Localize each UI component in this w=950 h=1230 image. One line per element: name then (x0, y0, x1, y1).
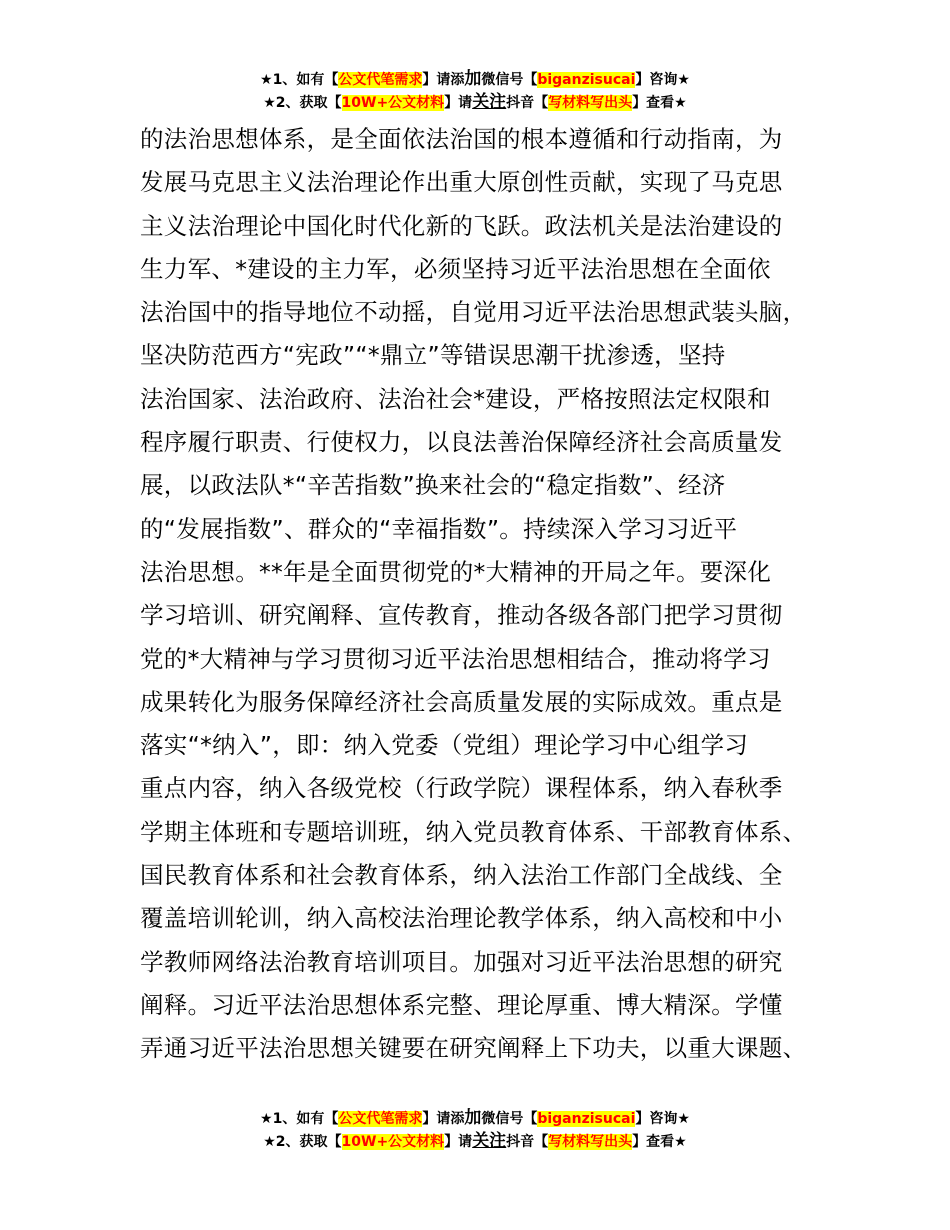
text-line: 学习培训、研究阐释、宣传教育，推动各级各部门把学习贯彻 (140, 601, 783, 630)
promo-text: ★1、如有【 (260, 72, 339, 88)
promo-highlight: 公文代笔需求 (338, 72, 423, 88)
text-line: 法治思想。**年是全面贯彻党的*大精神的开局之年。要深化 (140, 557, 772, 586)
promo-wechat-id: biganzisucai (537, 72, 636, 88)
text-line: 学教师网络法治教育培训项目。加强对习近平法治思想的研究 (140, 947, 783, 976)
text-line: 法治国中的指导地位不动摇，自觉用习近平法治思想武装头脑， (140, 298, 807, 327)
promo-line-1 (0, 1107, 950, 1130)
text-line: 坚决防范西方“宪政”“*鼎立”等错误思潮干扰渗透，坚持 (140, 341, 726, 370)
text-line: 阐释。习近平法治思想体系完整、理论厚重、博大精深。学懂 (140, 990, 783, 1019)
promo-text: 加 (464, 1108, 482, 1128)
text-line: 法治国家、法治政府、法治社会*建设，严格按照法定权限和 (140, 384, 771, 413)
text-line: 学期主体班和专题培训班，纳入党员教育体系、干部教育体系、 (140, 817, 807, 846)
text-line: 国民教育体系和社会教育体系，纳入法治工作部门全战线、全 (140, 861, 783, 890)
promo-wechat-id: biganzisucai (537, 1111, 636, 1127)
promo-text: 微信号【 (481, 72, 538, 88)
promo-text: 抖音【 (506, 1134, 549, 1150)
promo-line-2 (0, 91, 950, 114)
promo-text: 微信号【 (481, 1111, 538, 1127)
promo-text: 】咨询★ (635, 1111, 690, 1127)
promo-text: 加 (464, 69, 482, 89)
text-line: 覆盖培训轮训，纳入高校法治理论教学体系，纳入高校和中小 (140, 904, 783, 933)
text-line: 的“发展指数”、群众的“幸福指数”。持续深入学习习近平 (140, 514, 738, 543)
text-line: 成果转化为服务保障经济社会高质量发展的实际成效。重点是 (140, 687, 783, 716)
text-line: 党的*大精神与学习贯彻习近平法治思想相结合，推动将学习 (140, 644, 771, 673)
document-body (140, 118, 840, 1071)
promo-text: ★1、如有【 (260, 1111, 339, 1127)
text-line: 生力军、*建设的主力军，必须坚持习近平法治思想在全面依 (140, 254, 771, 283)
text-line: 程序履行职责、行使权力，以良法善治保障经济社会高质量发 (140, 428, 783, 457)
promo-text: 】请添 (422, 1111, 465, 1127)
text-line: 发展马克思主义法治理论作出重大原创性贡献，实现了马克思 (140, 168, 783, 197)
promo-highlight: 10W+公文材料 (341, 95, 445, 111)
header-promo-banner (0, 68, 950, 114)
text-line: 重点内容，纳入各级党校（行政学院）课程体系，纳入春秋季 (140, 774, 783, 803)
text-line: 落实“*纳入”，即：纳入党委（党组）理论学习中心组学习 (140, 731, 749, 760)
promo-highlight: 10W+公文材料 (341, 1134, 445, 1150)
promo-text: 关注 (472, 92, 507, 112)
promo-text: 】查看★ (632, 1134, 687, 1150)
promo-douyin-id: 写材料写出头 (548, 95, 633, 111)
text-line: 的法治思想体系，是全面依法治国的根本遵循和行动指南，为 (140, 125, 783, 153)
promo-text: 抖音【 (506, 95, 549, 111)
promo-text: ★2、获取【 (263, 95, 342, 111)
promo-highlight: 公文代笔需求 (338, 1111, 423, 1127)
promo-text: 】请添 (422, 72, 465, 88)
text-line: 展，以政法队*“辛苦指数”换来社会的“稳定指数”、经济 (140, 471, 726, 500)
promo-line-1 (0, 68, 950, 91)
promo-text: 关注 (472, 1131, 507, 1151)
promo-line-2 (0, 1130, 950, 1153)
promo-text: 】咨询★ (635, 72, 690, 88)
text-line: 主义法治理论中国化时代化新的飞跃。政法机关是法治建设的 (140, 211, 783, 240)
promo-text: 】请 (444, 1134, 473, 1150)
footer-promo-banner (0, 1107, 950, 1153)
promo-text: 】请 (444, 95, 473, 111)
promo-text: ★2、获取【 (263, 1134, 342, 1150)
text-line: 弄通习近平法治思想关键要在研究阐释上下功夫，以重大课题、 (140, 1034, 807, 1063)
promo-text: 】查看★ (632, 95, 687, 111)
promo-douyin-id: 写材料写出头 (548, 1134, 633, 1150)
